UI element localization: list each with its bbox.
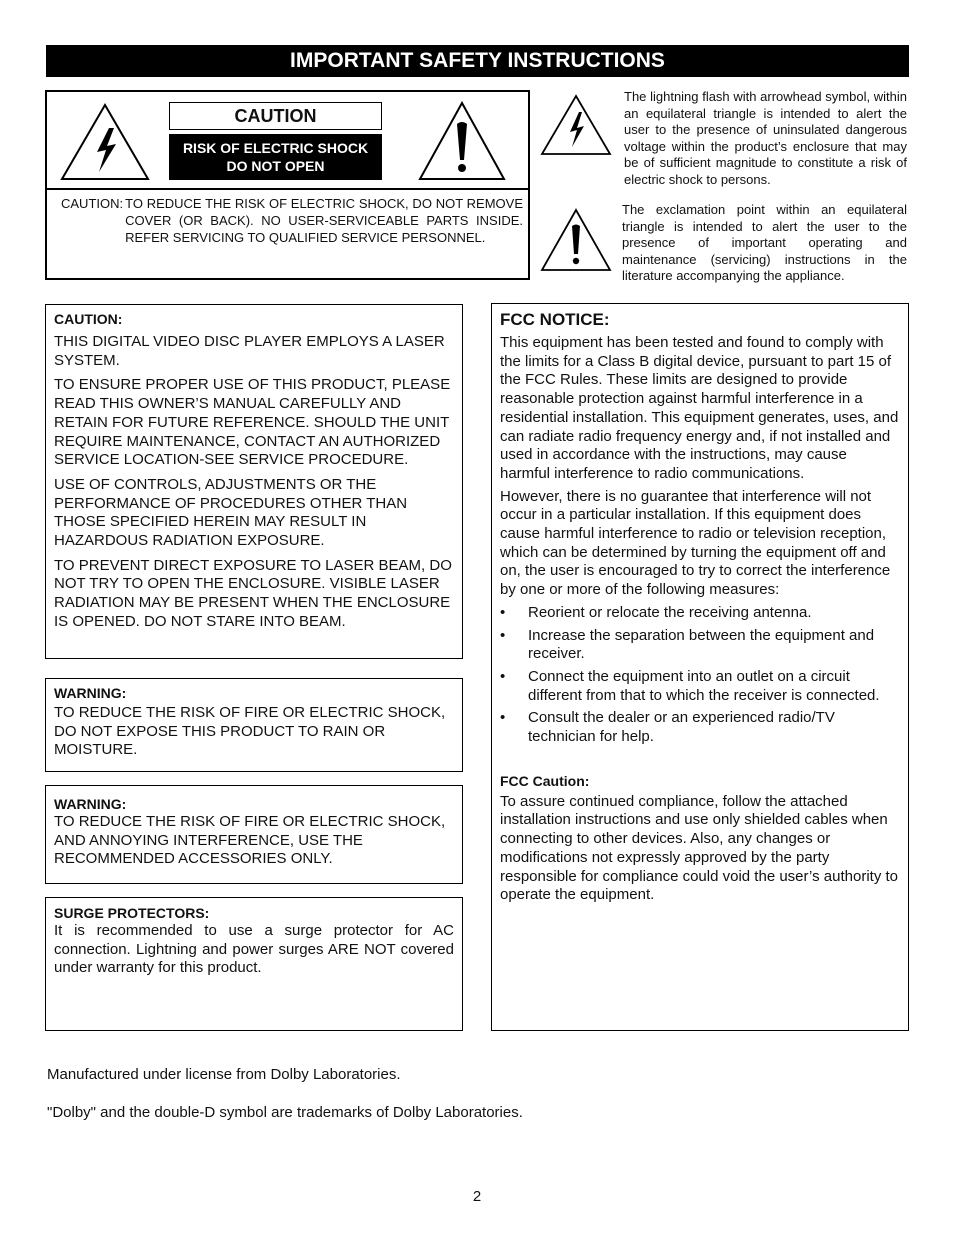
- lightning-symbol-description: The lightning flash with arrowhead symbol, within an equilateral triangle is intended to alert the user to the presence of uninsulated dangerous voltage within the product’s enclosure that may be of sufficient magnitude to constitute a risk of electric shock to persons.: [624, 89, 907, 187]
- bullet-icon: •: [500, 709, 506, 727]
- bullet-icon: •: [500, 626, 506, 644]
- caution-panel-text-body: TO REDUCE THE RISK OF ELECTRIC SHOCK, DO NOT REMOVE COVER (OR BACK). NO USER-SERVICEABLE PARTS INSIDE. REFER SERVICING TO QUALIFIED SERVICE PERSONNEL.: [125, 196, 523, 245]
- risk-line-1: RISK OF ELECTRIC SHOCK: [182, 140, 369, 156]
- exclamation-symbol-description: The exclamation point within an equilateral triangle is intended to alert the user to the presence of important operating and maintenance (servicing) instructions in the literature accompanying the appliance.: [622, 202, 907, 284]
- fcc-bullet-text: Connect the equipment into an outlet on a circuit different from that to which the receiver is connected.: [528, 667, 880, 704]
- fcc-caution-heading: FCC Caution:: [500, 772, 590, 789]
- fcc-bullet-text: Consult the dealer or an experienced radio/TV technician for help.: [528, 709, 835, 746]
- surge-protectors-box: [45, 897, 463, 1031]
- lightning-symbol-icon: [540, 94, 612, 156]
- warning-heading: WARNING:: [54, 685, 127, 701]
- warning-moisture-text: TO REDUCE THE RISK OF FIRE OR ELECTRIC SHOCK, DO NOT EXPOSE THIS PRODUCT TO RAIN OR MOISTURE.: [54, 704, 446, 759]
- surge-protectors-text: It is recommended to use a surge protector for AC connection. Lightning and power surges ARE NOT covered under warranty for this product.: [54, 922, 454, 977]
- fcc-bullet-item: [500, 627, 900, 664]
- fcc-notice-box: [491, 303, 909, 1031]
- warning-moisture-box: [45, 678, 463, 772]
- caution-panel-header: [47, 92, 528, 190]
- warning-accessories-text: TO REDUCE THE RISK OF FIRE OR ELECTRIC SHOCK, AND ANNOYING INTERFERENCE, USE THE RECOMMENDED ACCESSORIES ONLY.: [54, 813, 446, 868]
- surge-protectors-heading: SURGE PROTECTORS:: [54, 905, 210, 921]
- laser-caution-heading: CAUTION:: [54, 311, 123, 327]
- fcc-caution-text: To assure continued compliance, follow the attached installation instructions and use only shielded cables when connecting to other devices. Also, any changes or modifications not expressly approved by the party responsible for compliance could void the user’s authority to operate the equipment.: [500, 792, 898, 904]
- warning-accessories-box: [45, 785, 463, 884]
- exclamation-symbol-icon: [540, 208, 612, 272]
- exclamation-warning-icon: [417, 100, 507, 182]
- fcc-bullet-item: [500, 604, 900, 623]
- bullet-icon: •: [500, 667, 506, 685]
- laser-caution-paragraph: USE OF CONTROLS, ADJUSTMENTS OR THE PERFORMANCE OF PROCEDURES OTHER THAN THOSE SPECIFIED HEREIN MAY RESULT IN HAZARDOUS RADIATION EXPOSURE.: [54, 475, 408, 550]
- fcc-paragraph: This equipment has been tested and found to comply with the limits for a Class B digital device, pursuant to part 15 of the FCC Rules. These limits are designed to provide reasonable protection against harmful interference in a residential installation. This equipment generates, uses, and can radiate radio frequency energy and, if not installed and used in accordance with the instructions, may cause harmful interference to radio communications.: [500, 334, 899, 482]
- risk-of-shock-box: [169, 134, 382, 180]
- page-title: IMPORTANT SAFETY INSTRUCTIONS: [46, 45, 909, 77]
- fcc-paragraph: However, there is no guarantee that interference will not occur in a particular installation. If this equipment does cause harmful interference to radio or television reception, which can be determined by turning the equipment off and on, the user is encouraged to try to correct the interference by one or more of the following measures:: [500, 487, 891, 599]
- caution-label: CAUTION: [169, 102, 382, 130]
- caution-panel: [45, 90, 530, 280]
- dolby-license-note: Manufactured under license from Dolby Laboratories.: [47, 1066, 401, 1083]
- risk-line-2: DO NOT OPEN: [226, 158, 325, 174]
- laser-caution-paragraph: TO PREVENT DIRECT EXPOSURE TO LASER BEAM, DO NOT TRY TO OPEN THE ENCLOSURE. VISIBLE LASER RADIATION MAY BE PRESENT WHEN THE ENCLOSURE IS OPENED. DO NOT STARE INTO BEAM.: [54, 556, 452, 630]
- caution-panel-text-label: CAUTION:: [61, 196, 124, 211]
- fcc-bullet-item: [500, 709, 900, 746]
- laser-caution-paragraph: TO ENSURE PROPER USE OF THIS PRODUCT, PLEASE READ THIS OWNER’S MANUAL CAREFULLY AND RETAIN FOR FUTURE REFERENCE. SHOULD THE UNIT REQUIRE MAINTENANCE, CONTACT AN AUTHORIZED SERVICE LOCATION-SEE SERVICE PROCEDURE.: [54, 376, 451, 469]
- bullet-icon: •: [500, 603, 506, 621]
- laser-caution-box: [45, 304, 463, 659]
- laser-caution-paragraph: THIS DIGITAL VIDEO DISC PLAYER EMPLOYS A LASER SYSTEM.: [54, 333, 445, 369]
- lightning-warning-icon: [59, 102, 151, 182]
- page-number: 2: [472, 1188, 482, 1205]
- fcc-bullet-text: Increase the separation between the equipment and receiver.: [528, 626, 875, 663]
- caution-panel-text: [61, 196, 523, 246]
- fcc-notice-heading: FCC NOTICE:: [500, 310, 610, 329]
- fcc-bullet-text: Reorient or relocate the receiving antenna.: [528, 603, 812, 621]
- warning-heading: WARNING:: [54, 796, 127, 812]
- dolby-trademark-note: "Dolby" and the double-D symbol are trademarks of Dolby Laboratories.: [47, 1104, 523, 1121]
- fcc-bullet-item: [500, 668, 900, 705]
